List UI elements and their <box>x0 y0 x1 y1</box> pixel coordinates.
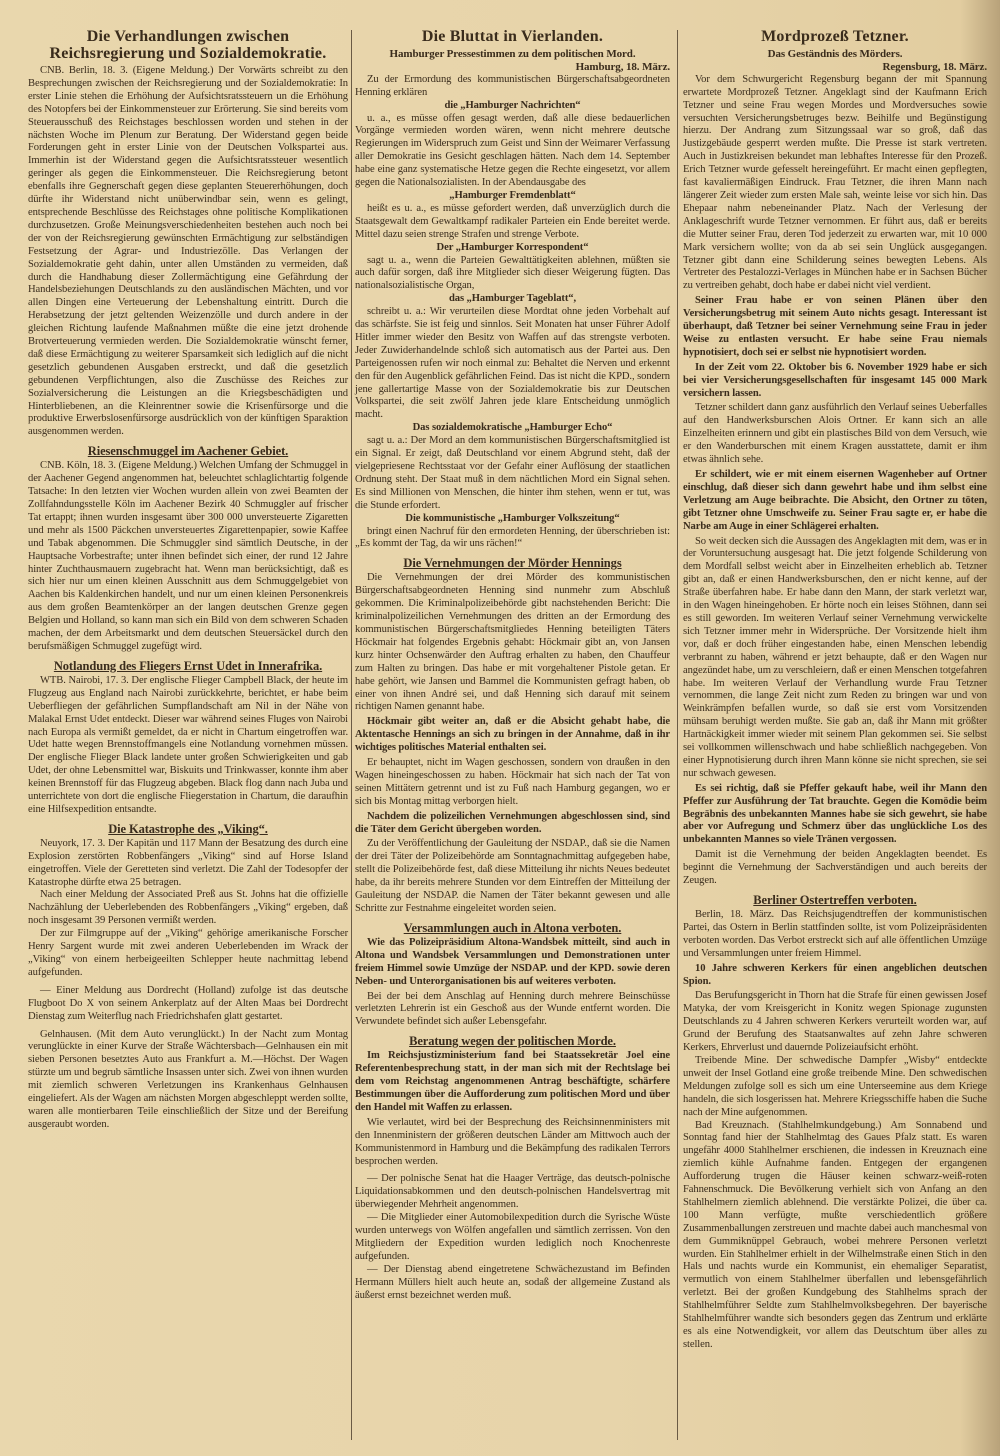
bold-paragraph: Es sei richtig, daß sie Pfeffer gekauft habe, weil ihr Mann den Pfeffer zur Ausführung der Tat brauchte. Gegen die Komödie beim Begräbnis des unbekannten Mannes habe sie sich gewehrt, sie habe aber vor Aufregung und Schmerz über das unglückliche Los des unbekannten Mannes so viele Tränen vergossen. <box>683 782 987 846</box>
paragraph: — Der Dienstag abend eingetretene Schwächezustand im Befinden Hermann Müllers hielt auch heute an, sodaß der allgemeine Zustand als äußerst ernst bezeichnet werden muß. <box>355 1263 670 1301</box>
paragraph: CNB. Berlin, 18. 3. (Eigene Meldung.) Der Vorwärts schreibt zu den Besprechungen zwischen der Reichsregierung und der Sozialdemokratie: In erster Linie stehen die Erhöhung der Aufsichtsratssteuern un die Erhöhung des Notopfers bei der Einkommensteuer zur Erörterung. Sie sind bereits vom Steuerausschuß des Reichstages beschlossen worden und stehen in der nächsten Woche im Plenum zur Beratung. Der Widerstand gegen beide Forderungen geht in erster Linie von der Deutschen Volkspartei aus. Immerhin ist der Widerstand gegen die Aufsichtsratssteuer wesentlich geringer als gegen die Einkommensteuer. Die Reichsregierung betont ebenfalls ihre Gegnerschaft gegen diese geplanten Steuererhöhungen, doch dürfte ihr Widerstand nicht unüberwindbar sein, wenn es gelingt, entsprechende Beschlüsse des Reichstages ohne politische Komplikationen durchzusetzen. Große Meinungsverschiedenheiten bestehen auch noch bei der von der Reichsregierung gewünschten Ermächtigung zur selbständigen Festsetzung der Agrar- und Industriezölle. Das Verlangen der Sozialdemokratie geht dahin, unter allen Umständen zu vermeiden, daß durch die Handhabung dieser Zollermächtigung eine Gefährdung der Handelsbeziehungen Deutschlands zu den ausländischen Mächten, und vor allen Dingen eine Verteuerung der Lebenshaltung eintritt. Durch die Herabsetzung der jetzt geltenden Weizenzölle und durch andere in der gleichen Richtung laufende Maßnahmen müßte die eine jetzt drohende Brotverteuerung vermieden werden. Die Sozialdemokratie wünscht ferner, daß diese Ermächtigung zu weiterer Sparsamkeit sich lediglich auf die nicht gesetzlich gebundenen Ausgaben erstreckt, und daß die gesetzlich gebundenen Verpflichtungen, also die Zuschüsse des Reiches zur Sozialversicherung die Leistungen an die Kriegsbeschädigten und Hinterbliebenen, an die Kleinrentner sowie die Krisenfürsorge und die produktive Erwerbslosenfürsorge ausdrücklich von der künftigen Sparaktion ausgenommen werden. <box>28 65 348 438</box>
article-headline: Beratung wegen der politischen Morde. <box>409 1034 616 1049</box>
bold-paragraph: Im Reichsjustizministerium fand bei Staatssekretär Joel eine Referentenbesprechung statt, in der man sich mit der Rechtslage bei dem vom Reichstag angenommenen Antrag beschäftigte, schärfere Bestimmungen über die Aufforderung zum politischen Mord und über den Handel mit Waffen zu erlassen. <box>355 1050 670 1113</box>
bold-paragraph: Er schildert, wie er mit einem eisernen Wagenheber auf Ortner einschlug, daß dieser sich dann gewehrt habe und ihm selbst eine Verletzung am Auge beibrachte. Die Absicht, den Ortner zu töten, gibt Tetzner ohne Umschweife zu. Seiner Frau sagte er, er habe die Narbe am Auge in einer Schlägerei erhalten. <box>683 469 987 532</box>
paragraph: — Die Mitglieder einer Automobilexpedition durch die Syrische Wüste wurden unterwegs von Wölfen angefallen und sämtlich zerrissen. Von den Mitgliedern der Expedition wurden lediglich noch Knochenreste aufgefunden. <box>355 1212 670 1262</box>
paragraph: bringt einen Nachruf für den ermordeten Henning, der überschrieben ist: „Es kommt der Tag, da wir uns rächen!“ <box>355 525 670 550</box>
paragraph: Damit ist die Vernehmung der beiden Angeklagten beendet. Es beginnt die Vernehmung der Sachverständigen und auch bereits der Zeugen. <box>683 849 987 887</box>
bold-paragraph: In der Zeit vom 22. Oktober bis 6. November 1929 habe er sich bei vier Versicherungsgesellschaften für insgesamt 145 000 Mark versichern lassen. <box>683 361 987 399</box>
paragraph: heißt es u. a., es müsse gefordert werden, daß unverzüglich durch die Staatsgewalt dem Gewaltkampf radikaler Parteien ein Ende bereitet werde. Mittel dazu seien strenge Strafen und strenge Verbote. <box>355 202 670 240</box>
article-headline: Die Verhandlungen zwischen Reichsregierung und Sozialdemokratie. <box>49 28 327 62</box>
article-headline: Riesenschmuggel im Aachener Gebiet. <box>87 444 289 459</box>
paragraph: Bei der bei dem Anschlag auf Henning durch mehrere Beinschüsse verletzten Lehrerin ist ein Geschoß aus der Wunde entfernt worden. Die Verwundete befindet sich außer Lebensgefahr. <box>355 990 670 1028</box>
article-headline: Berliner Ostertreffen verboten. <box>753 893 917 907</box>
paragraph: Zu der Ermordung des kommunistischen Bürgerschaftsabgeordneten Henning erklären <box>355 73 670 98</box>
column-1 <box>28 26 348 1132</box>
paragraph: Zu der Veröffentlichung der Gauleitung der NSDAP., daß sie die Namen der drei Täter der Polizeibehörde am Sonntagnachmittag aufgegeben habe, stellt die Polizeibehörde fest, daß diese Mitteilung ihr nichts Neues bedeutet habe, da ihr bereits mehrere Stunden vor dem Eintreffen der Mitteilung der Gauleitung der NSDAP. die Namen der Täter bekannt gewesen und alle Schritte zur Festnahme eingeleitet worden seien. <box>355 838 670 914</box>
article-headline: Versammlungen auch in Altona verboten. <box>403 920 622 935</box>
newspaper-name: Die kommunistische „Hamburger Volkszeitung“ <box>405 512 620 524</box>
newspaper-name: „Hamburger Fremdenblatt“ <box>449 189 576 201</box>
article-subheadline: Hamburger Pressestimmen zu dem politischen Mord. <box>389 48 636 60</box>
paragraph: Bad Kreuznach. (Stahlhelmkundgebung.) Am Sonnabend und Sonntag fand hier der Stahlhelmtag des Gaues Pfalz statt. Es waren ungefähr 4000 Stahlhelmer erschienen, die indessen in Kreuznach eine ziemlich kühle Aufnahme fanden. Entgegen der ergangenen Aufforderung trugen die Häuser keinen schwarz-weiß-roten Fahnenschmuck. Die Bevölkerung verhielt sich von Anfang an den Stahlhelmern ziemlich ablehnend. Die verstärkte Polizei, die über ca. 100 Mann verfügte, mußte verschiedentlich größere Zusammenballungen zerstreuen und machte dabei auch manchesmal von dem Gummiknüppel Gebrauch, wobei mehrere Personen verletzt wurden. Ein Stahlhelmer erhielt in der Wilhelmstraße einen Stich in den Hals und nachts wurde ein Kommunist, ein ehemaliger Separatist, vermutlich von einem Stahlhelmer überfallen und lebensgefährlich verletzt. Bei der großen Kundgebung des Stahlhelms sprach der Stahlhelmführer Seldte zum Stahlhelmvolksbegehren. Der bayerische Stahlhelmführer wandte sich besonders gegen das Zentrum und erklärte es als eine Notwendigkeit, vor allem das Deutschtum über alles zu stellen. <box>683 1119 987 1350</box>
article-subheadline: Das Geständnis des Mörders. <box>767 48 903 60</box>
paragraph: CNB. Köln, 18. 3. (Eigene Meldung.) Welchen Umfang der Schmuggel in der Aachener Gegend angenommen hat, beleuchtet schlaglichtartig folgende Tatsache: In den letzten vier Wochen wurden allein von zwei Beamten der Zollfahndungsstelle Köln im Aachener Bezirk 40 Schmuggler auf frischer Tat ertappt; ihnen wurden insgesamt über 300 000 unversteuerte Zigaretten und mehr als 1500 Päckchen unversteuertes Zigarettenpapier, sowie Kaffee und Tabak abgenommen. Die Schmuggler sind sämtlich Deutsche, in der Hauptsache Vorbestrafte; unter ihnen befindet sich einer, der rund 12 Jahre hinter Zuchthausmauern zugebracht hat. Wenn man berücksichtigt, daß es sich hier nur um einen kleinen Ausschnitt aus dem Schmuggelgebiet von Aachen bis Kaldenkirchen handelt, und nur um einen kleinen Personenkreis aus dem großen Beamtenkörper an der langen deutschen Grenze gegen Belgien und Holland, so kann man sich ein Bild von dem schweren Schaden machen, der dem Arbeitsmarkt und dem deutschen Steuersäckel durch den berufsmäßigen Schmuggel zugefügt wird. <box>28 460 348 652</box>
paragraph: Vor dem Schwurgericht Regensburg begann der mit Spannung erwartete Mordprozeß Tetzner. Angeklagt sind der Kaufmann Erich Tetzner und seine Frau wegen Mordes und Mordversuches sowie versuchten Versicherungsbetruges bezw. Beihilfe und Begünstigung hierzu. Der Andrang zum Sitzungssaal war so groß, daß das Justizgebäude gesperrt werden mußte. Die Presse ist stark vertreten. Auch in Justizkreisen bekundet man lebhaftes Interesse für den Prozeß. Erich Tetzner wurde gefesselt hereingeführt. Er macht einen gepflegten, fast kavaliermäßigen Eindruck. Frau Tetzner, die ihren Mann nach längerer Zeit wieder zum ersten Male sah, weinte leise vor sich hin. Das Ehepaar nahm nebeneinander Platz. Nach der Verlesung der Anklageschrift wurde Tetzner vernommen. Er führt aus, daß er bereits die Mutter seiner Frau, deren Tod jederzeit zu erwarten war, mit 10 000 Mark versichern wollte; von da ab sei sein Unglück ausgegangen. Tetzner gibt dann eine Schilderung seines bewegten Lebens. Als Vertreter des Pestalozzi-Verlages in München habe er in Sachsen Bücher zu vertreiben gehabt, doch habe er dabei nicht viel verdient. <box>683 73 987 292</box>
newspaper-name: Das sozialdemokratische „Hamburger Echo“ <box>412 422 613 434</box>
column-2 <box>355 26 670 1302</box>
paragraph: WTB. Nairobi, 17. 3. Der englische Flieger Campbell Black, der heute im Flugzeug aus England nach Nairobi zurückkehrte, berichtet, er habe beim Ueberfliegen der gefährlichen Sumpflandschaft am Nil in der Nähe von Malakal Ernst Udet entdeckt. Dieser war während seines Fluges von Nairobi nach Europa als vermißt gemeldet, da er nicht in Chartum eingetroffen war. Udet hatte wegen Brennstoffmangels eine Notlandung vornehmen müssen. Der englische Flieger Black landete unter großen Schwierigkeiten und gab Udet, der ohne Lebensmittel war, Biskuits und Trinkwasser, konnte ihm aber keinen Brennstoff für das Flugzeug abgeben. Black flog dann nach Juba und unterrichtete von dort die englische Fliegerstation in Chartum, die daraufhin eine Hilfsexpedition entsandte. <box>28 674 348 815</box>
paragraph: sagt u. a.: Der Mord an dem kommunistischen Bürgerschaftsmitglied ist ein Signal. Er zeigt, daß Deutschland vor einem Abgrund steht, daß der vielgepriesene Rechtsstaat vor der Gefahr einer Auflösung der staatlichen Ordnung steht. Der Staat muß in dem nächtlichen Mord ein Signal sehen. Es sind Millionen von Menschen, die hinter ihm stehen, wenn er tut, was die Stunde erfordert. <box>355 435 670 511</box>
article-headline: Notlandung des Fliegers Ernst Udet in Innerafrika. <box>53 658 323 673</box>
dateline: Regensburg, 18. März. <box>882 60 987 73</box>
paragraph: Gelnhausen. (Mit dem Auto verunglückt.) In der Nacht zum Montag verunglückte in einer Kurve der Straße Wächtersbach—Gelnhausen ein mit sieben Personen besetztes Auto aus Frankfurt a. M.—Höchst. Der Wagen stürzte um und begrub sämtliche Insassen unter sich. Zwei von ihnen wurden mit ziemlich schweren Verletzungen ins Krankenhaus Gelnhausen eingeliefert. Als der Wagen am nächsten Morgen abgeschleppt werden sollte, waren alle montierbaren Teile einschließlich der Sitze und der Bereifung ausgeraubt worden. <box>28 1028 348 1130</box>
paragraph: Neuyork, 17. 3. Der Kapitän und 117 Mann der Besatzung des durch eine Explosion zerstörten Robbenfängers „Viking“ sind auf Horse Island eingetroffen. Viele der Geretteten sind verletzt. Die Zahl der Todesopfer der Katastrophe dürfte etwa 25 betragen. <box>28 837 348 888</box>
article-headline: Die Katastrophe des „Viking“. <box>108 821 268 836</box>
paragraph: Treibende Mine. Der schwedische Dampfer „Wisby“ entdeckte unweit der Insel Gotland eine große treibende Mine. Den schwedischen Meldungen zufolge soll es sich um eine Unterseemine aus dem Kriege handeln, die sich losgerissen hat. Mehrere Kriegsschiffe haben die Suche nach der Mine aufgenommen. <box>683 1054 987 1118</box>
paragraph: Nach einer Meldung der Associated Preß aus St. Johns hat die offizielle Nachzählung der Ueberlebenden des Robbenfängers „Viking“ ergeben, daß noch insgesamt 39 Personen vermißt werden. <box>28 889 348 927</box>
column-rule <box>677 30 678 1440</box>
bold-paragraph: Höckmair gibt weiter an, daß er die Absicht gehabt habe, die Aktentasche Hennings an sich zu bringen in der Annahme, daß in ihr wichtiges politisches Material enthalten sei. <box>355 716 670 754</box>
article-headline: Mordprozeß Tetzner. <box>761 28 909 45</box>
paragraph: Wie verlautet, wird bei der Besprechung des Reichsinnenministers mit den Innenministern der größeren deutschen Länder am Mittwoch auch der Kommunistenmord in Hamburg und die Bekämpfung des radikalen Terrors besprochen werden. <box>355 1116 670 1167</box>
paragraph: schreibt u. a.: Wir verurteilen diese Mordtat ohne jeden Vorbehalt auf das schärfste. Sie ist feig und sinnlos. Seit Monaten hat unser Führer Adolf Hitler immer wieder den Besitz von Waffen auf das strengste verboten. Jeder Zuwiderhandelnde schloß sich automatisch aus der Partei aus. Den Parteigenossen rufen wir noch einmal zu: Behaltet die Nerven und erkennt den für den Augenblick gefährlichen Feind. Das ist nicht die KPD., sondern jene gallertartige Masse von der Sozialdemokratie bis zur Deutschen Volkspartei, die seit zwölf Jahren jede klare Entscheidung unmöglich macht. <box>355 306 670 421</box>
column-3 <box>683 26 987 1352</box>
paragraph: So weit decken sich die Aussagen des Angeklagten mit dem, was er in der Voruntersuchung ausgesagt hat. Die jetzt folgende Schilderung von dem Mordfall selbst weicht aber in Einzelheiten erheblich ab. Tetzner gibt an, daß er einen Handwerksburschen, den er nicht kenne, auf der Straße überfahren habe. Er habe dann den Mann, der stark verletzt war, in den Wagen hineingehoben. Er hörte noch ein leises Stöhnen, dann sei es still geworden. Im weiteren Verlauf seiner Vernehmung verwickelte sich Tetzner immer mehr in Widersprüche. Der Vorsitzende hielt ihm vor, daß er doch früher eingestanden habe, einen Menschen lebendig verbrannt zu haben, während er jetzt behaupte, daß er den Wagen nur angezündet habe, um zu verschleiern, daß er einen Menschen totgefahren habe. Im weiteren Verlauf der Verhandlung wurde Frau Tetzner vernommen, die lange Zeit nicht zum Reden zu bringen war und von Weinkrämpfen befallen wurde, so daß sie erst vom Vorsitzenden mühsam beruhigt werden mußte. Sie gab an, daß ihr Mann mit größter Hartnäckigkeit immer wieder mit seinem Plan gekommen sei. Sie selbst sei vollkommen willenschwach und habe schließlich nachgegeben. Von einer Hypnotisierung durch ihren Mann könne sie nicht sprechen, sie sei nur schwach gewesen. <box>683 535 987 779</box>
paragraph: Die Vernehmungen der drei Mörder des kommunistischen Bürgerschaftsabgeordneten Henning sind nunmehr zum Abschluß gekommen. Die Kriminalpolizeibehörde gibt nachstehenden Bericht: Die kriminalpolizeilichen Vernehmungen des dritten an der Ermordung des kommunistischen Bürgerschaftsmitgliedes Henning beteiligten Täters Höckmair hat folgendes Ergebnis gehabt: Höckmair gibt an, von Jansen kurz hinter Ochsenwärder den Auftrag erhalten zu haben, den Chauffeur zum Halten zu bringen. Das habe er mit vorgehaltener Pistole getan. Er habe gehört, wie Jansen und Bammel die Kommunisten gefragt haben, ob einer von ihnen André sei, und daß Henning sich darauf mit seinem richtigen Namen genannt habe. <box>355 572 670 713</box>
paragraph: Der zur Filmgruppe auf der „Viking“ gehörige amerikanische Forscher Henry Sargent wurde mit zwei anderen Ueberlebenden im Wrack der „Viking“ von einem herbeigeeilten Schlepper heute nachmittag lebend aufgefunden. <box>28 928 348 978</box>
bold-paragraph: Wie das Polizeipräsidium Altona-Wandsbek mitteilt, sind auch in Altona und Wandsbek Versammlungen und Demonstrationen unter freiem Himmel sowie Umzüge der NSDAP. und der KPD. sowie deren Neben- und Unterorganisationen bis auf weiteres verboten. <box>355 936 670 987</box>
paragraph: — Einer Meldung aus Dordrecht (Holland) zufolge ist das deutsche Flugboot Do X von seinem Ankerplatz auf der Alten Maas bei Dordrecht Dienstag zum Weiterflug nach Friedrichshafen glatt gestartet. <box>28 984 348 1022</box>
paragraph: — Der polnische Senat hat die Haager Verträge, das deutsch-polnische Liquidationsabkommen und den deutsch-polnischen Handelsvertrag mit überwiegender Mehrheit angenommen. <box>355 1173 670 1211</box>
paragraph: Tetzner schildert dann ganz ausführlich den Verlauf seines Ueberfalles auf den Handwerksburschen Alois Ortner. Er kann sich an alle Einzelheiten erinnern und gibt ein plastisches Bild von dem Versuch, wie er den Wanderburschen mit einem Kragen ausstattete, damit er ihm etwas ähnlich sehe. <box>683 402 987 466</box>
bold-paragraph: 10 Jahre schweren Kerkers für einen angeblichen deutschen Spion. <box>683 962 987 987</box>
paragraph: sagt u. a., wenn die Parteien Gewalttätigkeiten ablehnen, müßten sie auch dafür sorgen, daß ihre Mitglieder sich dieser Weigerung fügten. Das nationalsozialistische Organ, <box>355 254 670 292</box>
newspaper-name: Der „Hamburger Korrespondent“ <box>436 241 589 253</box>
column-rule <box>351 30 352 1440</box>
article-headline: Die Vernehmungen der Mörder Hennings <box>403 556 622 571</box>
dateline: Hamburg, 18. März. <box>575 60 670 73</box>
newspaper-name: das „Hamburger Tageblatt“, <box>449 293 576 305</box>
paragraph: Berlin, 18. März. Das Reichsjugendtreffen der kommunistischen Partei, das Ostern in Berlin stattfinden sollte, ist vom Polizeipräsidenten verboten worden. Das Verbot erstreckt sich auf alle öffentlichen Umzüge und Versammlungen unter freiem Himmel. <box>683 909 987 959</box>
article-headline: Die Bluttat in Vierlanden. <box>421 28 604 45</box>
paragraph: u. a., es müsse offen gesagt werden, daß alle diese bedauerlichen Vorgänge vermieden worden wären, wenn nicht mehrere deutsche Regierungen im Widerspruch zum Geist und Sinn der Weimarer Verfassung aller Demokratie ins Gesicht geschlagen hätten. Nach dem 14. September habe eine ganz systematische Hetze gegen die Rechte eingesetzt, vor allem gegen die Nationalsozialisten. In der Abendausgabe des <box>355 112 670 189</box>
newspaper-name: die „Hamburger Nachrichten“ <box>444 99 581 111</box>
bold-paragraph: Nachdem die polizeilichen Vernehmungen abgeschlossen sind, sind die Täter dem Gericht übergeben worden. <box>355 810 670 835</box>
bold-paragraph: Seiner Frau habe er von seinen Plänen über den Versicherungsbetrug mit seinem Auto nichts gesagt. Interessant ist überhaupt, daß Tetzner bei seiner Vernehmung seine Frau in jeder Weise zu entlasten versucht. Er habe seine Frau niemals hypnotisiert, doch sei er selbst nie hypnotisiert worden. <box>683 295 987 358</box>
paragraph: Das Berufungsgericht in Thorn hat die Strafe für einen gewissen Josef Matyka, der vom Kreisgericht in Konitz wegen Spionage zugunsten Deutschlands zu 4 Jahren schweren Kerkers verurteilt worden war, auf Grund der Berufung des Staatsanwaltes auf zehn Jahre schweren Kerkers, Ehrverlust und dauernde Polizeiaufsicht erhöht. <box>683 990 987 1054</box>
paragraph: Er behauptet, nicht im Wagen geschossen, sondern von draußen in den Wagen hineingeschossen zu haben. Höckmair hat sich nach der Tat von seinen Mittätern getrennt und ist zu Fuß nach Hamburg gegangen, wo er sich bis Montag mittag verborgen hielt. <box>355 757 670 807</box>
